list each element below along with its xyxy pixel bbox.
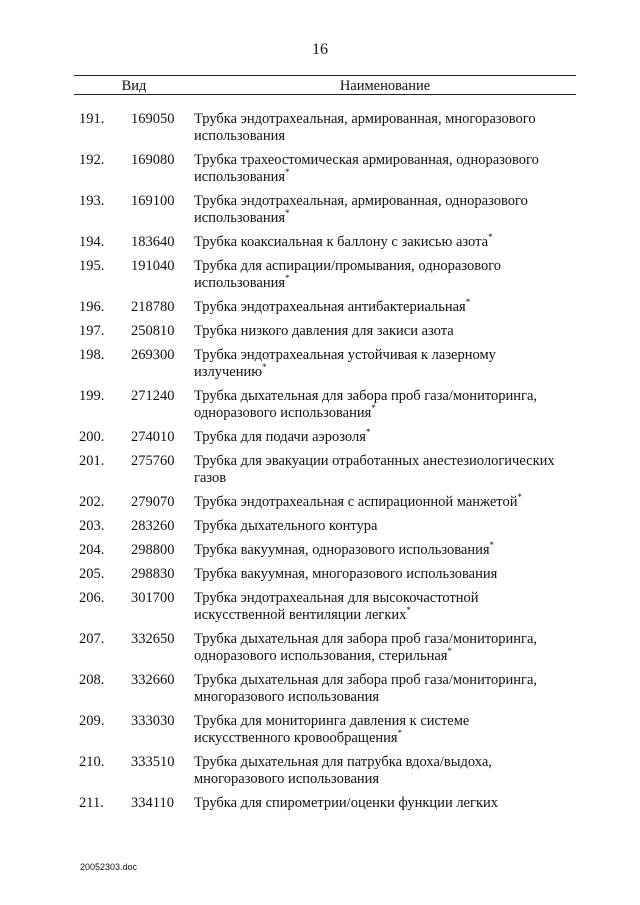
row-code: 334110 xyxy=(131,795,174,811)
footnote-asterisk: * xyxy=(465,297,471,308)
row-name xyxy=(194,347,564,381)
row-name xyxy=(194,258,564,292)
row-code: 218780 xyxy=(131,299,175,315)
row-number: 211. xyxy=(79,795,104,811)
row-name xyxy=(194,111,564,145)
row-code: 275760 xyxy=(131,453,175,469)
footnote-asterisk: * xyxy=(406,605,411,616)
row-code: 250810 xyxy=(131,323,175,339)
row-number: 195. xyxy=(79,258,105,274)
row-name-text: Трубка дыхательного контура xyxy=(194,518,378,534)
row-code: 191040 xyxy=(131,258,175,274)
row-name-text: Трубка эндотрахеальная с аспирационной манжетой xyxy=(194,494,518,510)
table-row xyxy=(0,542,640,559)
row-name-text: Трубка дыхательная для патрубка вдоха/выдоха, многоразового использования xyxy=(194,754,492,787)
row-name xyxy=(194,566,564,583)
row-number: 199. xyxy=(79,388,105,404)
footnote-asterisk: * xyxy=(365,427,371,438)
footnote-asterisk: * xyxy=(397,728,403,739)
table-row xyxy=(0,234,640,251)
row-name-text: Трубка для аспирации/промывания, одноразового использования xyxy=(194,258,502,291)
row-number: 200. xyxy=(79,429,105,445)
column-header-vid: Вид xyxy=(121,78,147,94)
table-row xyxy=(0,713,640,747)
row-name xyxy=(194,429,564,446)
footnote-asterisk: * xyxy=(517,492,522,503)
row-name-text: Трубка дыхательная для забора проб газа/мониторинга, одноразового использования xyxy=(194,388,538,421)
footnote-asterisk: * xyxy=(447,646,452,657)
page-number: 16 xyxy=(312,41,328,58)
row-name xyxy=(194,388,564,422)
row-code: 332660 xyxy=(131,672,175,688)
row-code: 169100 xyxy=(131,193,175,209)
table-row xyxy=(0,631,640,665)
row-code: 169080 xyxy=(131,152,175,168)
row-code: 183640 xyxy=(131,234,175,250)
table-row xyxy=(0,453,640,487)
row-code: 332650 xyxy=(131,631,175,647)
row-name xyxy=(194,590,564,624)
row-number: 207. xyxy=(79,631,105,647)
row-number: 202. xyxy=(79,494,105,510)
row-name-text: Трубка эндотрахеальная для высокочастотной искусственной вентиляции легких xyxy=(194,590,479,623)
row-name xyxy=(194,672,564,706)
row-name xyxy=(194,754,564,788)
row-name-text: Трубка эндотрахеальная, армированная, многоразового использования xyxy=(194,111,536,144)
row-code: 333510 xyxy=(131,754,175,770)
table-row xyxy=(0,111,640,145)
row-name-text: Трубка эндотрахеальная устойчивая к лазерному излучению xyxy=(194,347,496,380)
row-code: 298830 xyxy=(131,566,175,582)
table-row xyxy=(0,323,640,340)
row-name-text: Трубка дыхательная для забора проб газа/мониторинга, одноразового использования, стерильная xyxy=(194,631,538,664)
footnote-asterisk: * xyxy=(489,540,495,551)
row-name-text: Трубка коаксиальная к баллону с закисью азота xyxy=(194,234,489,250)
row-number: 203. xyxy=(79,518,105,534)
table-row xyxy=(0,672,640,706)
table-row xyxy=(0,754,640,788)
row-name xyxy=(194,193,564,227)
row-number: 191. xyxy=(79,111,105,127)
row-name-text: Трубка дыхательная для забора проб газа/мониторинга, многоразового использования xyxy=(194,672,538,705)
table-row xyxy=(0,590,640,624)
table-row xyxy=(0,518,640,535)
table-header-bottom-rule xyxy=(74,94,576,95)
table-body xyxy=(0,111,640,819)
row-name-text: Трубка для подачи аэрозоля xyxy=(194,429,366,445)
row-number: 209. xyxy=(79,713,105,729)
footnote-asterisk: * xyxy=(488,232,493,243)
table-row xyxy=(0,566,640,583)
row-number: 198. xyxy=(79,347,105,363)
row-code: 283260 xyxy=(131,518,175,534)
row-name xyxy=(194,323,564,340)
row-code: 279070 xyxy=(131,494,175,510)
footnote-asterisk: * xyxy=(371,403,376,414)
row-number: 196. xyxy=(79,299,105,315)
row-number: 194. xyxy=(79,234,105,250)
row-name xyxy=(194,518,564,535)
table-row xyxy=(0,152,640,186)
table-row xyxy=(0,429,640,446)
row-name-text: Трубка для спирометрии/оценки функции легких xyxy=(194,795,498,811)
row-code: 169050 xyxy=(131,111,175,127)
footnote-asterisk: * xyxy=(285,208,290,219)
row-name-text: Трубка эндотрахеальная, армированная, одноразового использования xyxy=(194,193,528,226)
row-code: 269300 xyxy=(131,347,175,363)
table-header-top-rule xyxy=(74,75,576,76)
row-number: 193. xyxy=(79,193,105,209)
table-row xyxy=(0,258,640,292)
row-name-text: Трубка для мониторинга давления к системе искусственного кровообращения xyxy=(194,713,470,746)
table-row xyxy=(0,795,640,812)
footnote-asterisk: * xyxy=(262,362,267,373)
row-name xyxy=(194,299,564,316)
footnote-asterisk: * xyxy=(285,273,290,284)
row-name-text: Трубка для эвакуации отработанных анестезиологических газов xyxy=(194,453,555,486)
row-name xyxy=(194,713,564,747)
row-name xyxy=(194,453,564,487)
row-number: 206. xyxy=(79,590,105,606)
row-name-text: Трубка трахеостомическая армированная, одноразового использования xyxy=(194,152,539,185)
row-number: 197. xyxy=(79,323,105,339)
row-code: 301700 xyxy=(131,590,175,606)
footnote-asterisk: * xyxy=(285,167,290,178)
table-row xyxy=(0,193,640,227)
row-number: 210. xyxy=(79,754,105,770)
table-row xyxy=(0,494,640,511)
row-name xyxy=(194,234,564,251)
table-row xyxy=(0,299,640,316)
row-name-text: Трубка вакуумная, многоразового использования xyxy=(194,566,498,582)
column-header-name: Наименование xyxy=(339,78,431,94)
row-name xyxy=(194,152,564,186)
row-number: 192. xyxy=(79,152,105,168)
row-name-text: Трубка эндотрахеальная антибактериальная xyxy=(194,299,466,315)
footer-filename: 20052303.doc xyxy=(80,862,138,872)
table-row xyxy=(0,347,640,381)
row-name xyxy=(194,631,564,665)
row-code: 298800 xyxy=(131,542,175,558)
row-code: 333030 xyxy=(131,713,175,729)
row-code: 271240 xyxy=(131,388,175,404)
table-row xyxy=(0,388,640,422)
row-code: 274010 xyxy=(131,429,175,445)
row-name-text: Трубка низкого давления для закиси азота xyxy=(194,323,454,339)
row-number: 204. xyxy=(79,542,105,558)
row-name xyxy=(194,795,564,812)
row-number: 201. xyxy=(79,453,105,469)
row-number: 205. xyxy=(79,566,105,582)
row-name xyxy=(194,494,564,511)
row-name-text: Трубка вакуумная, одноразового использования xyxy=(194,542,490,558)
row-number: 208. xyxy=(79,672,105,688)
row-name xyxy=(194,542,564,559)
